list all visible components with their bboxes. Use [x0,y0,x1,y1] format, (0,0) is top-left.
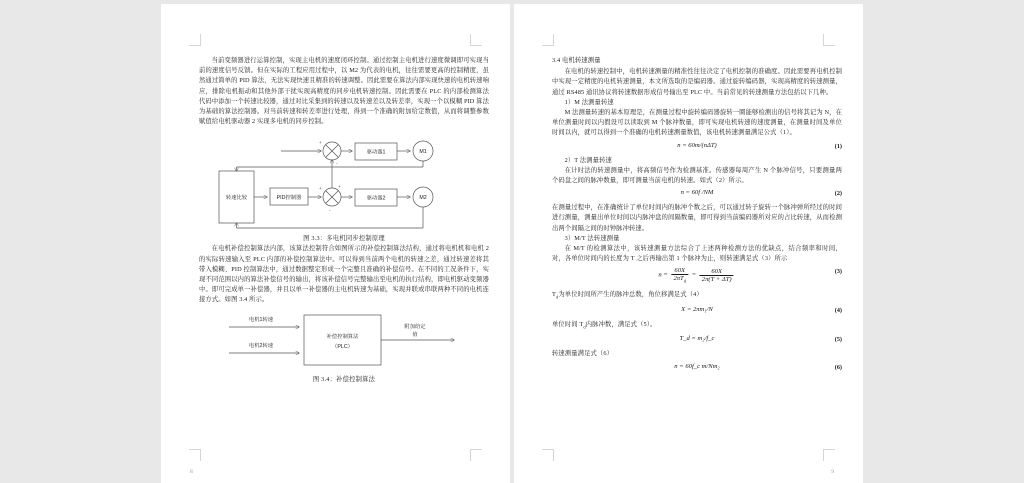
document-page-right[interactable] [514,4,863,483]
formula-5: T_d = m₂/f_c [679,335,715,343]
page-number-left: 8 [190,469,193,475]
formula-3-denominator-2: 2π(T + ΔT) [701,276,732,284]
formula-3-numerator-2: 60X [711,268,723,276]
formula-6: n = 60f_c m/Nm₂ [674,362,720,370]
formula-6-row [552,362,842,375]
formula-5-row [552,334,842,347]
formula-3 [658,267,735,283]
paragraph-speed-measurement-intro: 在电机的转速控制中，电机转速测量的精准性往往决定了电机控制的准确度。因此需要再电机控制中实现一定精度的电机转速测量，本文所选取的是编码器。通过旋转编码器，实现高精度的转速测量，通过 RS485 通讯协议将转速数据形成信号输出至 PLC 中。当前常见的转速测量方法包括以下几种。 [552,68,842,96]
section-heading-3-4: 3.4 电机转速测量 [552,57,601,64]
diagram-label-additional-setpoint: 附加给定 [404,323,426,330]
formula-5-number: (5) [834,336,842,344]
diagram-label-plc: （PLC） [332,343,353,350]
formula-3-fraction-1 [671,267,688,283]
figure-3-3-caption: 图 3.3：多电机同步控制原理 [303,235,385,243]
diagram-sign-minus: - [336,161,338,167]
list-item-m-method-title: 1）M 法测量转速 [564,98,614,106]
diagram-label-motor-2: M2 [419,195,427,202]
page-number-right: 9 [831,469,834,475]
paragraph-m-method: M 法测量转速的基本原理是，在测量过程中旋转编码器旋转一圈能够检测出的信号将其记为 N，在单位测量时间以内假设可以读取到 M 个脉冲数量，即可实现电机转速的速度测量，在测量时间及单位时间以内，就可以得到一个准确的电机转速测量数值，该电机转速测量满足公式（1）。 [552,109,842,137]
diagram-label-driver-2: 驱动器2 [366,195,386,202]
diagram-sign-plus: + [319,186,322,192]
list-item-t-method-title: 2）T 法测量转速 [564,156,612,164]
crop-mark-icon [470,34,482,46]
note-speed-measurement: 转速测量满足式（6） [552,350,614,358]
figure-3-4-diagram [199,310,489,372]
figure-3-3-diagram [199,131,489,231]
formula-4: X = 2πm₁/N [681,305,713,313]
formula-3-lead: n = [658,272,668,280]
document-page-left[interactable] [161,4,510,483]
formula-3-row [552,266,842,288]
paragraph-pulse-interval: 在测量过程中，在准确统计了单位时间内的脉冲个数之后，可以通过转子旋转一个脉冲弹所经过的时间进行测量，测量出单位时间以内脉冲盘的间隔数量，即可得到当前编码器所对应的占比转速，从而检测出两个间隔之间的时钟脉冲转速。 [552,204,842,232]
diagram-label-motor-1: M1 [419,149,427,156]
paragraph-compensation-algorithm: 在电机补偿控制算法内部，该算法控制符合如图所示的补偿控制算法结构，通过将电机机和电机 2 的实际转速输入至 PLC 内部的补偿控制算法中。可以得到当前两个电机的转速之差，通过转速差将其带入模糊、PID 控制算法中，通过数据整定形成一个完整且准确的补偿信号。在不同的工况条件下，实现不同范围以内的算法补偿信号的输出，将该补偿信号完整输出至电机的执行结构，即电机驱动变频器中。即可完成单一补偿器，并且以单一补偿器的主电机转速为基础，实现并联或串联两种不同的电机连接方式。如图 3.4 所示。 [199,245,489,304]
paragraph-t-method: 在计时法的转速测量中，将高频信号作为检测基准。传感器每周产生 N 个脉冲信号，只要测量两个码盘之间的脉冲数量，即可测量当前电机的转速。如式（2）所示。 [552,166,842,185]
formula-3-numerator-1: 60X [674,267,686,275]
diagram-label-compensation-algorithm: 补偿控制算法 [326,333,359,340]
crop-mark-icon [542,34,554,46]
formula-3-number: (3) [834,268,842,276]
page-right-content [552,56,842,456]
formula-4-row [552,305,842,318]
diagram-label-additional-setpoint-value: 值 [412,331,418,338]
formula-1-row [552,141,842,154]
diagram-label-driver-1: 驱动器1 [366,149,386,156]
crop-mark-icon [189,34,201,46]
figure-3-4-caption: 图 3.4：补偿控制算法 [312,375,376,383]
formula-6-number: (6) [834,363,842,371]
diagram-label-speed-compare: 转速比较 [225,195,248,202]
diagram-sign-minus: - [329,208,331,214]
crop-mark-icon [823,34,835,46]
note-angular-displacement: $T_d$为单位时间所产生的脉冲总数，角位移满足式（4） [552,291,703,300]
list-item-mt-method-title: 3）M/T 法转速测量 [564,234,620,242]
diagram-sign-plus: + [319,140,322,146]
formula-3-denominator-1: $2\pi T_d$ [673,275,687,284]
diagram-label-motor1-speed: 电机1转速 [248,316,274,323]
formula-1-number: (1) [834,142,842,150]
formula-2-row [552,188,842,201]
note-pulse-count: 单位时间 $T_d$内脉冲数，满足式（5）。 [552,320,657,330]
diagram-sign-plus: + [338,184,341,190]
formula-1: n = 60m/(nΔT) [677,141,717,149]
formula-2: n = 60f /NM [680,189,714,197]
page-left-content [199,56,489,456]
diagram-label-pid-controller: PID控制器 [276,195,302,202]
paragraph-motor-sync: 当前变频器进行运算控制，实现主电机的速度闭环控制。通过控制主电机进行速度微调即可实现当前的速度信号反馈。但在实际的工程应用过程中，以 M2 为代表的电机，往往需要更高的控制精度，虽然通过简单的 PID 算法，无法实现快速且精准的转速调整。因此需要在算法内部实现快速的电机转速响应，排除电机振动和其他外部干扰实现高精度的同步电机转速控制。因此需要在 PLC 的内部检测算法代码中添加一个转速比较器，通过对比采集到的转速以及转速差以及转差率，实现一个以模糊 PID 算法为基础的算法控制器。对当前转速和转差率进行处理，得到一个准确的附加给定数值，从而将调整参数赋值给电机驱动器 2 实现多电机的同步控制。 [199,57,489,126]
formula-2-number: (2) [834,190,842,198]
formula-3-fraction-2 [700,268,734,283]
diagram-label-motor2-speed: 电机2转速 [248,342,274,349]
formula-3-equals: = [691,272,697,280]
paragraph-mt-method: 在 M/T 的检测算法中，该转速测量方法综合了上述两种检测方法的优缺点，结合频率和时间，对，各单位时间内的长度为 T 之后再输出第 1 个脉冲为止，则转速满足式（3）所示 [552,245,842,263]
formula-4-number: (4) [834,306,842,314]
